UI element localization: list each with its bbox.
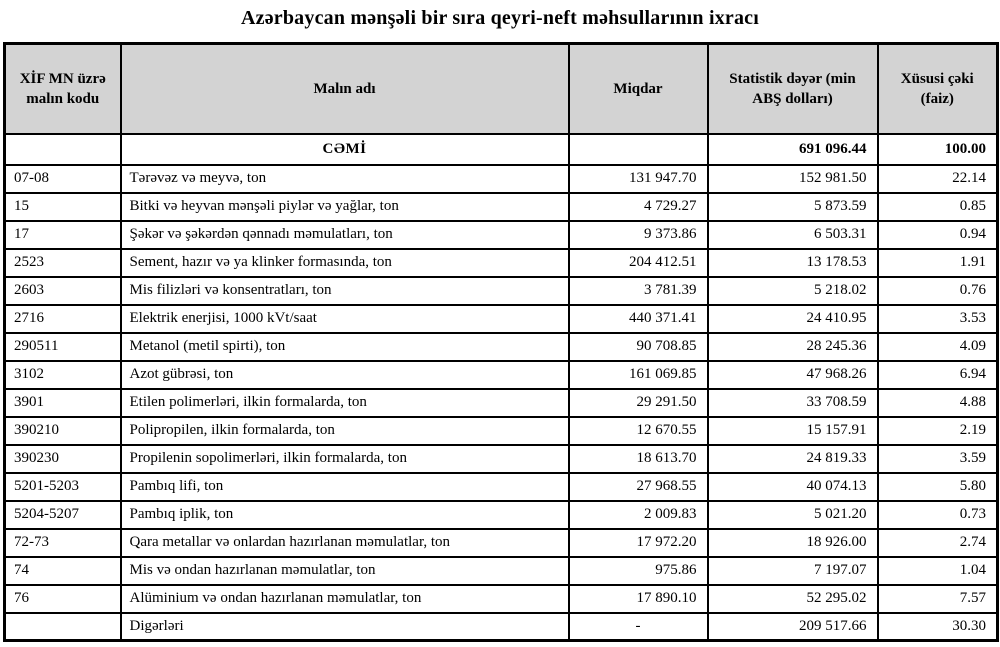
cell-value: 18 926.00 — [708, 529, 878, 557]
cell-name: Metanol (metil spirti), ton — [121, 333, 569, 361]
cell-qty: 975.86 — [569, 557, 708, 585]
cell-code: 390230 — [5, 445, 121, 473]
cell-share: 3.59 — [878, 445, 998, 473]
cell-code: 15 — [5, 193, 121, 221]
cell-name: Digərləri — [121, 613, 569, 641]
table-row — [5, 165, 998, 193]
cell-share: 2.74 — [878, 529, 998, 557]
cell-value: 28 245.36 — [708, 333, 878, 361]
cell-code: 2603 — [5, 277, 121, 305]
cell-code: 74 — [5, 557, 121, 585]
cell-name: Mis və ondan hazırlanan məmulatlar, ton — [121, 557, 569, 585]
cell-name: Mis filizləri və konsentratları, ton — [121, 277, 569, 305]
header-cell-share: Xüsusi çəki (faiz) — [878, 44, 998, 134]
cell-qty: 161 069.85 — [569, 361, 708, 389]
cell-name: Pambıq iplik, ton — [121, 501, 569, 529]
cell-code: 5201-5203 — [5, 473, 121, 501]
cell-code: 17 — [5, 221, 121, 249]
cell-qty: 90 708.85 — [569, 333, 708, 361]
cell-code — [5, 134, 121, 165]
cell-value: 52 295.02 — [708, 585, 878, 613]
cell-share: 22.14 — [878, 165, 998, 193]
cell-code: 5204-5207 — [5, 501, 121, 529]
cell-value: 6 503.31 — [708, 221, 878, 249]
table-row — [5, 417, 998, 445]
cell-value: 152 981.50 — [708, 165, 878, 193]
cell-qty: 27 968.55 — [569, 473, 708, 501]
table-row — [5, 305, 998, 333]
cell-value: 7 197.07 — [708, 557, 878, 585]
cell-code: 2523 — [5, 249, 121, 277]
cell-qty: 29 291.50 — [569, 389, 708, 417]
table-row — [5, 361, 998, 389]
cell-qty: 440 371.41 — [569, 305, 708, 333]
table-row — [5, 529, 998, 557]
cell-code — [5, 613, 121, 641]
cell-code: 3901 — [5, 389, 121, 417]
cell-value: 209 517.66 — [708, 613, 878, 641]
cell-name: Pambıq lifi, ton — [121, 473, 569, 501]
cell-name: Bitki və heyvan mənşəli piylər və yağlar, ton — [121, 193, 569, 221]
table-row — [5, 221, 998, 249]
cell-name: Qara metallar və onlardan hazırlanan məmulatlar, ton — [121, 529, 569, 557]
cell-name: Tərəvəz və meyvə, ton — [121, 165, 569, 193]
cell-name: Azot gübrəsi, ton — [121, 361, 569, 389]
cell-qty — [569, 134, 708, 165]
page-title: Azərbaycan mənşəli bir sıra qeyri-neft məhsullarının ixracı — [240, 7, 760, 29]
table-row — [5, 585, 998, 613]
table-body — [5, 134, 998, 641]
cell-name: Etilen polimerləri, ilkin formalarda, ton — [121, 389, 569, 417]
cell-name: Elektrik enerjisi, 1000 kVt/saat — [121, 305, 569, 333]
cell-name: Şəkər və şəkərdən qənnadı məmulatları, ton — [121, 221, 569, 249]
cell-share: 6.94 — [878, 361, 998, 389]
cell-share: 1.91 — [878, 249, 998, 277]
cell-value: 5 218.02 — [708, 277, 878, 305]
header-cell-value: Statistik dəyər (min ABŞ dolları) — [708, 44, 878, 134]
cell-qty: 131 947.70 — [569, 165, 708, 193]
cell-qty: 18 613.70 — [569, 445, 708, 473]
table-row — [5, 389, 998, 417]
table-row — [5, 249, 998, 277]
cell-share: 0.94 — [878, 221, 998, 249]
cell-qty: 12 670.55 — [569, 417, 708, 445]
table-row — [5, 445, 998, 473]
cell-code: 72-73 — [5, 529, 121, 557]
cell-name: Propilenin sopolimerləri, ilkin formalarda, ton — [121, 445, 569, 473]
cell-code: 390210 — [5, 417, 121, 445]
header-cell-code: XİF MN üzrə malın kodu — [5, 44, 121, 134]
table-row — [5, 557, 998, 585]
cell-qty: 4 729.27 — [569, 193, 708, 221]
cell-qty: 3 781.39 — [569, 277, 708, 305]
cell-name: CƏMİ — [121, 134, 569, 165]
cell-code: 290511 — [5, 333, 121, 361]
table-row — [5, 473, 998, 501]
table-row — [5, 333, 998, 361]
total-row — [5, 134, 998, 165]
cell-share: 2.19 — [878, 417, 998, 445]
cell-share: 30.30 — [878, 613, 998, 641]
cell-share: 4.88 — [878, 389, 998, 417]
cell-name: Polipropilen, ilkin formalarda, ton — [121, 417, 569, 445]
cell-value: 24 819.33 — [708, 445, 878, 473]
cell-value: 5 873.59 — [708, 193, 878, 221]
cell-code: 76 — [5, 585, 121, 613]
cell-value: 33 708.59 — [708, 389, 878, 417]
cell-value: 691 096.44 — [708, 134, 878, 165]
header-row — [5, 44, 998, 134]
cell-share: 7.57 — [878, 585, 998, 613]
cell-share: 4.09 — [878, 333, 998, 361]
cell-share: 0.76 — [878, 277, 998, 305]
cell-code: 3102 — [5, 361, 121, 389]
cell-share: 3.53 — [878, 305, 998, 333]
cell-name: Sement, hazır və ya klinker formasında, ton — [121, 249, 569, 277]
cell-share: 100.00 — [878, 134, 998, 165]
cell-share: 5.80 — [878, 473, 998, 501]
cell-value: 24 410.95 — [708, 305, 878, 333]
cell-code: 2716 — [5, 305, 121, 333]
table-row — [5, 613, 998, 641]
cell-share: 1.04 — [878, 557, 998, 585]
cell-qty: 17 890.10 — [569, 585, 708, 613]
cell-share: 0.73 — [878, 501, 998, 529]
cell-qty: 2 009.83 — [569, 501, 708, 529]
cell-name: Alüminium və ondan hazırlanan məmulatlar, ton — [121, 585, 569, 613]
cell-qty: 9 373.86 — [569, 221, 708, 249]
table-row — [5, 501, 998, 529]
header-cell-qty: Miqdar — [569, 44, 708, 134]
cell-code: 07-08 — [5, 165, 121, 193]
table-header — [5, 44, 998, 134]
cell-qty: 17 972.20 — [569, 529, 708, 557]
cell-value: 13 178.53 — [708, 249, 878, 277]
export-table — [3, 42, 999, 642]
cell-value: 47 968.26 — [708, 361, 878, 389]
table-row — [5, 193, 998, 221]
cell-qty: 204 412.51 — [569, 249, 708, 277]
cell-share: 0.85 — [878, 193, 998, 221]
cell-qty: - — [569, 613, 708, 641]
header-cell-name: Malın adı — [121, 44, 569, 134]
cell-value: 5 021.20 — [708, 501, 878, 529]
cell-value: 40 074.13 — [708, 473, 878, 501]
table-row — [5, 277, 998, 305]
cell-value: 15 157.91 — [708, 417, 878, 445]
